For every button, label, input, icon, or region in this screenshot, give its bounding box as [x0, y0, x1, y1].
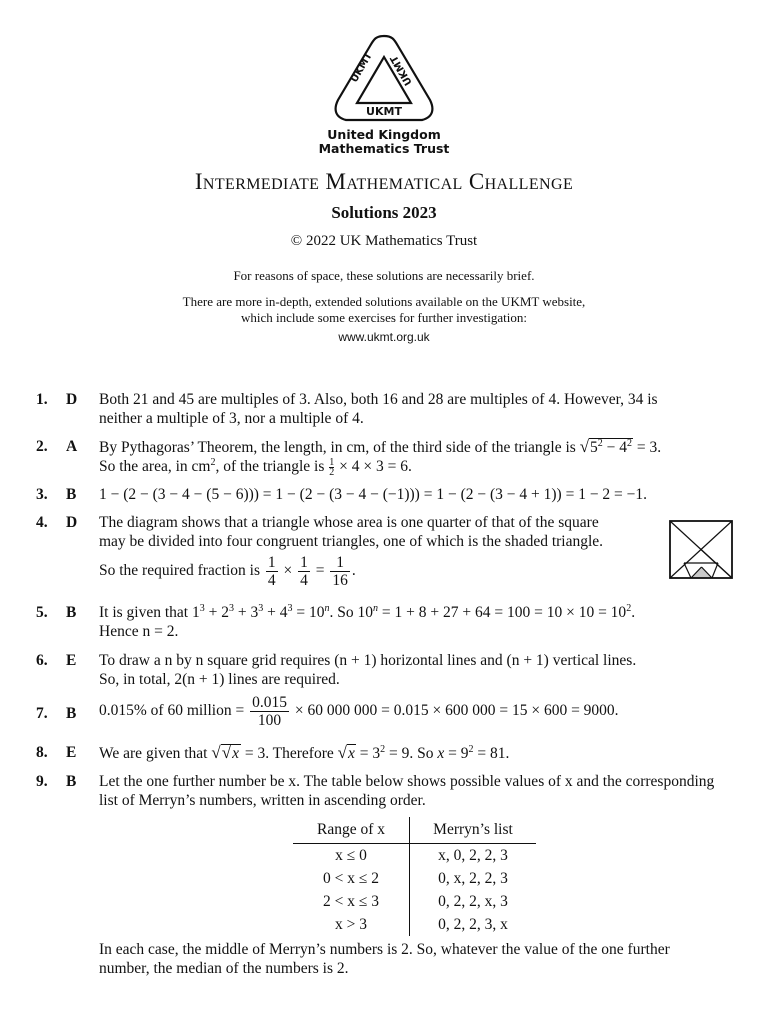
table-header: Merryn’s list [410, 817, 537, 844]
solution-line: So the required fraction is $\frac{1}{4}$ × $\frac{1}{4}$ = $\frac{1}{16}$ . [99, 554, 356, 589]
website-link[interactable]: www.ukmt.org.uk [338, 330, 430, 344]
solution-line: The diagram shows that a triangle whose area is one quarter of that of the square [99, 514, 599, 531]
table-header-row [293, 817, 536, 844]
org-line2: Mathematics Trust [318, 141, 450, 156]
table-row [293, 890, 536, 913]
table-cell: x ≤ 0 [293, 844, 410, 868]
solution-line: Both 21 and 45 are multiples of 3. Also, both 16 and 28 are multiples of 4. However, 34 is [99, 391, 658, 408]
answer-letter: B [66, 705, 77, 722]
solution-line: Hence n = 2. [99, 623, 179, 640]
table-cell: 0 < x ≤ 2 [293, 867, 410, 890]
solution-line: list of Merryn’s numbers, written in ascending order. [99, 792, 426, 809]
solution-line: So the area, in $cm^2$, of the triangle is $\frac{1}{2}$ × 4 × 3 = 6. [99, 456, 412, 478]
table-row [293, 844, 536, 868]
solution-line: Let the one further number be x. The table below shows possible values of x and the corresponding [99, 773, 715, 790]
question-number: 6. [36, 652, 48, 669]
answer-letter: E [66, 744, 77, 761]
copyright: © 2022 UK Mathematics Trust [290, 233, 478, 249]
solution-line: number, the median of the numbers is 2. [99, 960, 349, 977]
document-title: Intermediate Mathematical Challenge [194, 169, 574, 194]
table-cell: 0, 2, 2, x, 3 [438, 892, 508, 910]
note-brief: For reasons of space, these solutions are necessarily brief. [233, 268, 535, 283]
ukmt-logo [332, 33, 436, 125]
question-number: 8. [36, 744, 48, 761]
svg-text:UKMT: UKMT [348, 50, 375, 85]
solution-line: In each case, the middle of Merryn’s numbers is 2. So, whatever the value of the one further [99, 941, 670, 958]
table-cell: x, 0, 2, 2, 3 [438, 846, 508, 864]
solution-line: By Pythagoras’ Theorem, the length, in cm, of the third side of the triangle is $√5^2 - 4^2 = 3$. [99, 437, 662, 456]
answer-letter: B [66, 773, 77, 790]
answer-letter: A [66, 438, 78, 455]
document-subtitle: Solutions 2023 [331, 203, 437, 222]
table-cell: 0, x, 2, 2, 3 [438, 869, 508, 887]
merryn-list-table [293, 817, 536, 936]
answer-letter: D [66, 391, 78, 408]
table-cell: 0, 2, 2, 3, x [438, 915, 508, 933]
note-extended-line1: There are more in-depth, extended solutions available on the UKMT website, [182, 294, 586, 309]
answer-letter: B [66, 604, 77, 621]
table-header: Range of x [293, 817, 410, 844]
solution-line: It is given that $1^3 + 2^3 + 3^3 + 4^3 = 10^n$. So $10^n = 1 + 8 + 27 + 64 = 100 = 10 \times 10 = 10^2$. [99, 602, 636, 621]
answer-letter: D [66, 514, 78, 531]
org-line1: United Kingdom [327, 127, 441, 142]
solution-line: 1 − (2 − (3 − 4 − (5 − 6))) = 1 − (2 − (3 − 4 − (−1))) = 1 − (2 − (3 − 4 + 1)) = 1 − 2 = −1. [99, 486, 648, 503]
table-row [293, 913, 536, 936]
table-cell: x > 3 [293, 913, 410, 936]
solution-line: To draw a n by n square grid requires (n + 1) horizontal lines and (n + 1) vertical lines. [99, 652, 637, 669]
solution-line: neither a multiple of 3, nor a multiple of 4. [99, 410, 364, 427]
question-number: 2. [36, 438, 48, 455]
solution-line: So, in total, 2(n + 1) lines are required. [99, 671, 340, 688]
question-number: 4. [36, 514, 48, 531]
note-extended-line2: which include some exercises for further investigation: [241, 310, 527, 325]
question-number: 5. [36, 604, 48, 621]
square-triangle-diagram [669, 520, 733, 580]
question-number: 9. [36, 773, 48, 790]
answer-letter: B [66, 486, 77, 503]
question-number: 7. [36, 705, 48, 722]
solution-line: may be divided into four congruent triangles, one of which is the shaded triangle. [99, 533, 604, 550]
question-number: 1. [36, 391, 48, 408]
org-name [0, 128, 768, 156]
answer-letter: E [66, 652, 77, 669]
svg-text:UKMT: UKMT [388, 53, 415, 88]
question-number: 3. [36, 486, 48, 503]
table-row [293, 867, 536, 890]
table-cell: 2 < x ≤ 3 [293, 890, 410, 913]
solution-line: We are given that √√x = 3. Therefore $√x = 3^2 = 9$. So $x = 9^2 = 81$. [99, 743, 510, 762]
solution-line: 0.015% of 60 million = $\frac{0.015}{100}$ × 60 000 000 = 0.015 × 600 000 = 15 × 600 = 9000. [99, 694, 619, 729]
svg-text:UKMT: UKMT [366, 105, 402, 118]
